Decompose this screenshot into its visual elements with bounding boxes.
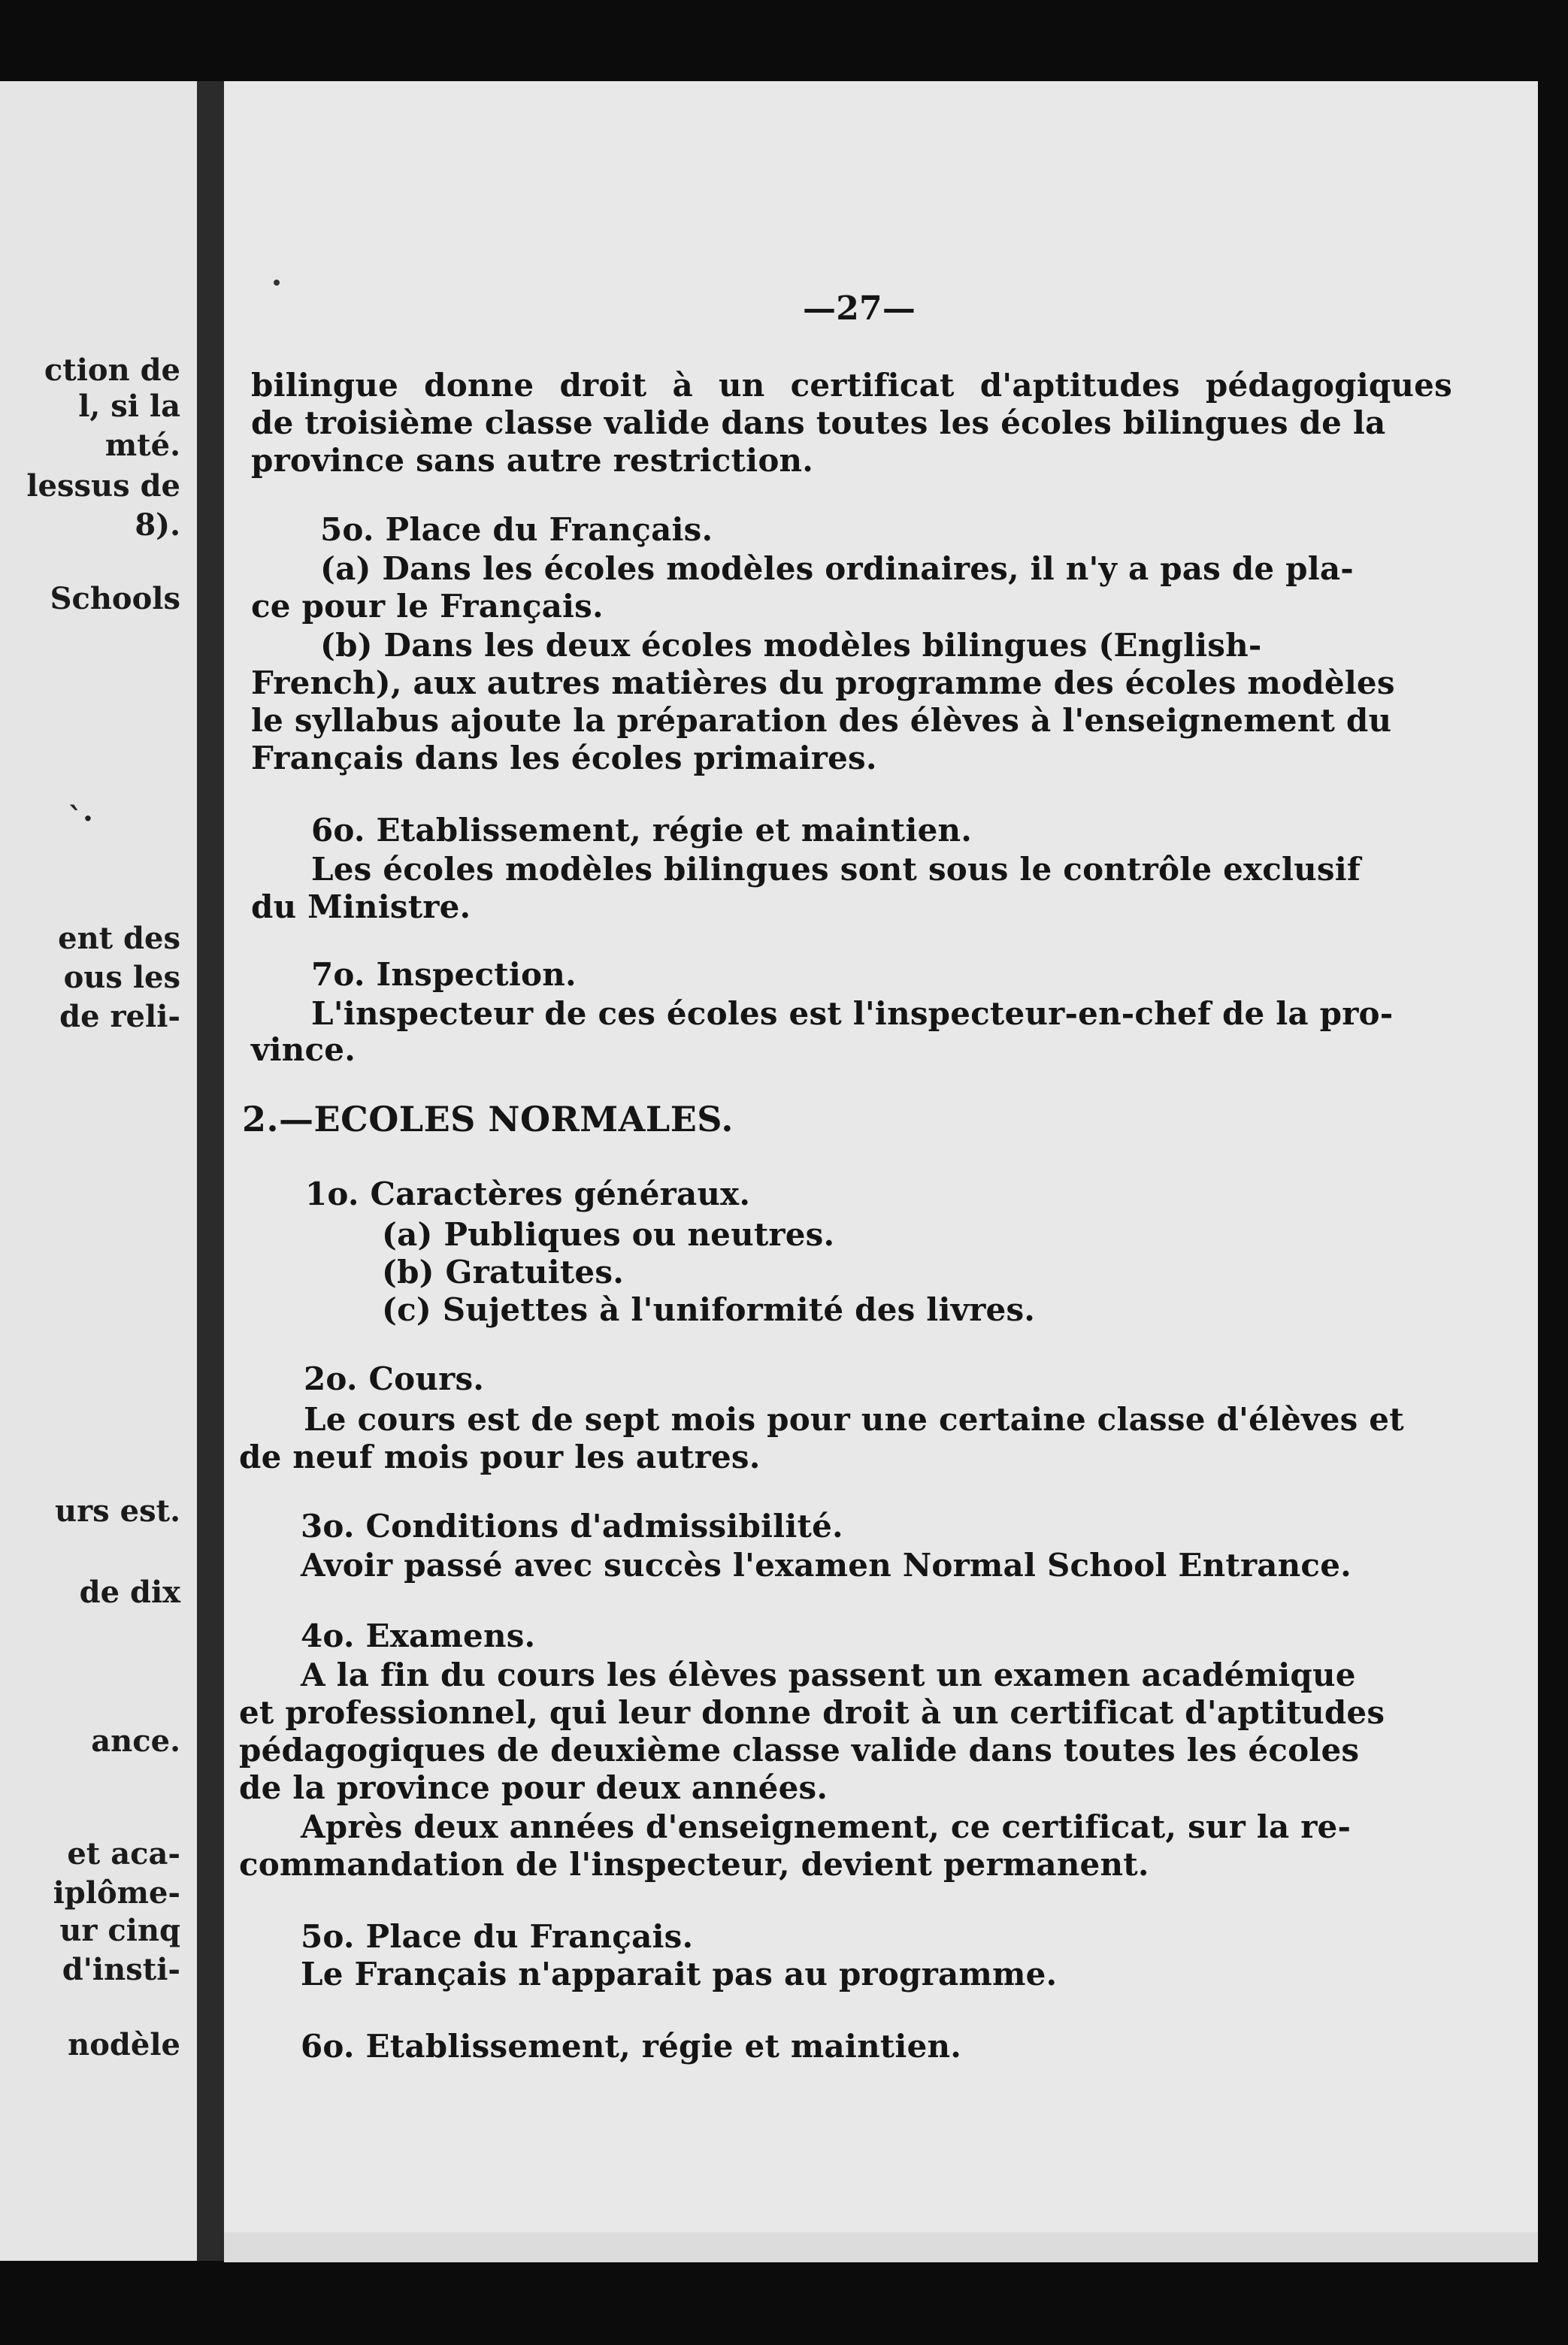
list-item: (c) Sujettes à l'uniformité des livres. [382,1291,1036,1328]
paragraph-line: Après deux années d'enseignement, ce certificat, sur la re- [301,1808,1352,1845]
paragraph-line: de troisième classe valide dans toutes les écoles bilingues de la [251,404,1386,441]
paragraph-line: A la fin du cours les élèves passent un examen académique [301,1657,1356,1693]
left-page-line: de dix [79,1575,180,1610]
paragraph-line: ce pour le Français. [251,588,604,625]
left-facing-page [0,81,197,2261]
left-page-line: ur cinq [59,1913,180,1948]
paragraph-line: du Ministre. [251,888,471,925]
list-item: (b) Gratuites. [382,1254,625,1291]
paragraph-line: Le Français n'apparait pas au programme. [301,1956,1058,1992]
left-page-line: iplôme- [53,1875,180,1911]
paragraph-line: (a) Dans les écoles modèles ordinaires, il n'y a pas de pla- [320,550,1354,587]
ink-speck: `· [68,801,93,837]
paragraph-line: bilingue donne droit à un certificat d'aptitudes pédagogiques [251,367,1452,404]
paragraph-line: le syllabus ajoute la préparation des élèves à l'enseignement du [251,702,1392,739]
left-page-line: 8). [135,507,180,543]
paragraph-line: (b) Dans les deux écoles modèles bilingues (English- [320,627,1262,664]
paragraph-line: Avoir passé avec succès l'examen Normal School Entrance. [301,1547,1352,1584]
paragraph-line: Le cours est de sept mois pour une certaine classe d'élèves et [304,1401,1404,1438]
page-bottom-edge [224,2232,1538,2262]
section-title: 6o. Etablissement, régie et maintien. [301,2028,962,2065]
paragraph-line: pédagogiques de deuxième classe valide dans toutes les écoles [239,1732,1360,1769]
left-page-line: mté. [104,428,180,463]
paragraph-line: de la province pour deux années. [239,1769,828,1806]
paragraph-line: et professionnel, qui leur donne droit à un certificat d'aptitudes [239,1694,1385,1731]
left-page-line: d'insti- [62,1952,180,1987]
list-item: (a) Publiques ou neutres. [382,1216,835,1253]
page-number: —27— [803,289,916,328]
left-page-line: Schools [50,581,180,616]
section-title: 3o. Conditions d'admissibilité. [301,1508,843,1545]
paragraph-line: de neuf mois pour les autres. [239,1439,761,1475]
section-title: 7o. Inspection. [311,956,577,993]
left-page-line: ance. [91,1723,180,1759]
left-page-line: lessus de [26,468,180,504]
section-title: 5o. Place du Français. [320,511,713,548]
left-page-line: urs est. [55,1493,180,1529]
left-page-line: l, si la [78,389,180,424]
section-title: 5o. Place du Français. [301,1918,694,1955]
section-title: 4o. Examens. [301,1617,536,1654]
paragraph-line: Les écoles modèles bilingues sont sous le contrôle exclusif [311,851,1361,888]
chapter-heading: 2.—ECOLES NORMALES. [242,1099,734,1139]
section-title: 2o. Cours. [304,1360,485,1397]
section-title: 6o. Etablissement, régie et maintien. [311,812,973,849]
paragraph-line: French), aux autres matières du programme des écoles modèles [251,664,1395,701]
left-page-line: ous les [63,960,180,995]
left-page-line: de reli- [59,999,180,1034]
left-page-line: et aca- [67,1836,180,1871]
left-page-line: ction de [44,353,180,388]
paragraph-line: province sans autre restriction. [251,442,814,479]
paragraph-line: vince. [251,1031,356,1068]
binding-gutter [197,81,224,2261]
left-page-line: nodèle [68,2027,180,2062]
section-title: 1o. Caractères généraux. [305,1176,751,1212]
paragraph-line: Français dans les écoles primaires. [251,740,877,776]
paragraph-line: commandation de l'inspecteur, devient permanent. [239,1846,1149,1883]
document-page [224,81,1538,2262]
paragraph-line: L'inspecteur de ces écoles est l'inspecteur-en-chef de la pro- [311,995,1394,1032]
ink-speck [274,280,280,286]
left-page-line: ent des [58,921,180,956]
